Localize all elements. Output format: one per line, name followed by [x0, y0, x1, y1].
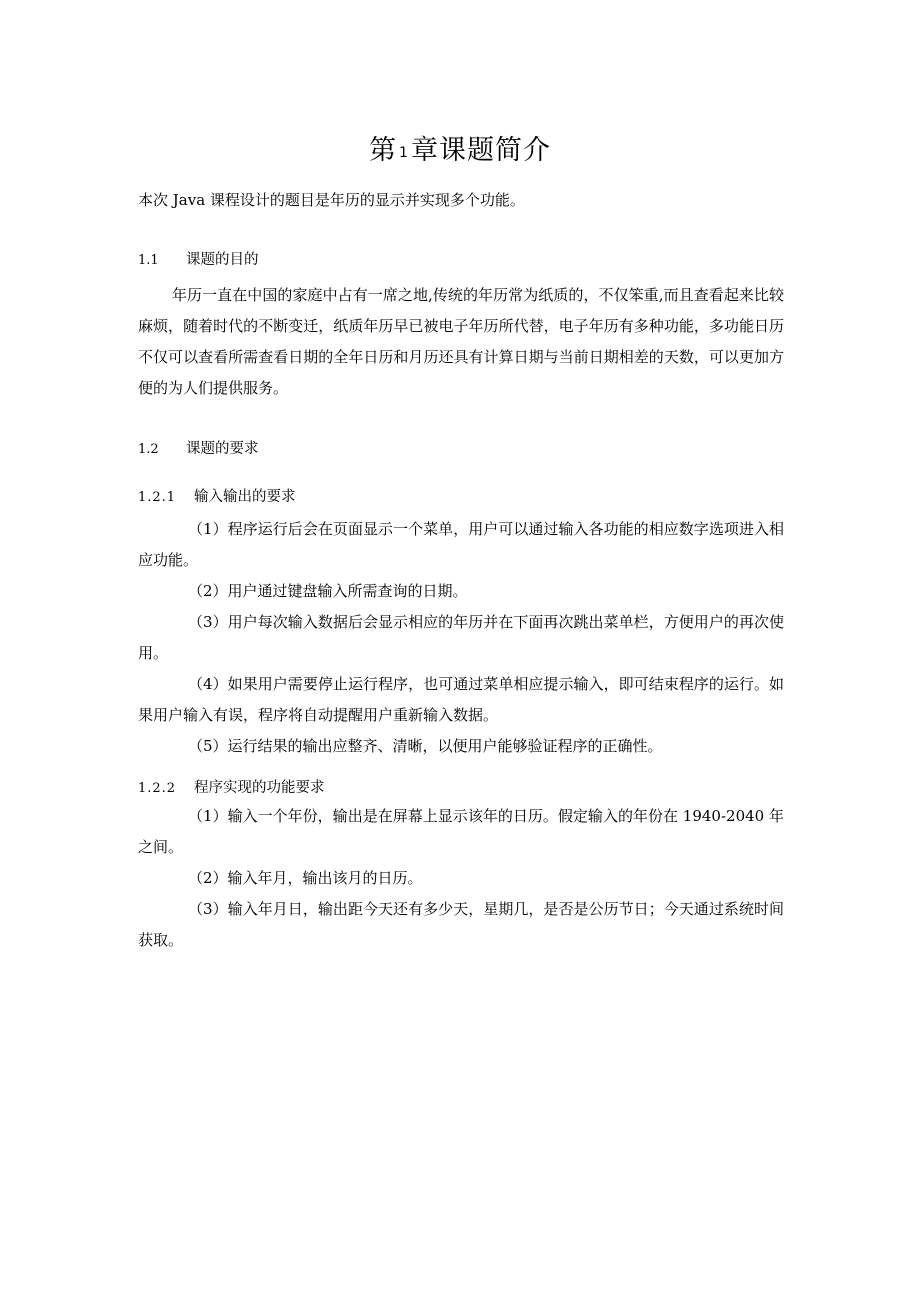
chapter-intro: 本次 Java 课程设计的题目是年历的显示并实现多个功能。: [138, 191, 525, 209]
section-1-2-1-number: 1.2.1: [138, 490, 177, 505]
section-1-1-heading: [138, 250, 788, 271]
function-requirement-item: （3）输入年月日，输出距今天还有多少天，星期几，是否是公历节日；今天通过系统时间获取。: [138, 900, 784, 949]
section-1-2-2-heading: [138, 778, 788, 799]
function-requirement-item: （2）输入年月，输出该月的日历。: [188, 869, 423, 887]
section-1-2-2-title: 程序实现的功能要求: [194, 780, 325, 796]
section-1-1-number: 1.1: [138, 253, 159, 268]
io-requirement-item: （1）程序运行后会在页面显示一个菜单，用户可以通过输入各功能的相应数字选项进入相应功能。: [138, 520, 784, 569]
section-1-2-title: 课题的要求: [186, 441, 259, 457]
section-1-2-1-title: 输入输出的要求: [194, 489, 296, 505]
section-1-1-title: 课题的目的: [186, 252, 259, 268]
section-1-2-1-heading: [138, 487, 788, 508]
chapter-title-suffix: 章课题简介: [410, 135, 551, 166]
chapter-title-prefix: 第: [369, 135, 398, 166]
chapter-title-number: 1: [399, 145, 409, 161]
io-requirement-item: （2）用户通过键盘输入所需查询的日期。: [188, 582, 468, 600]
function-requirement-item: （1）输入一个年份，输出是在屏幕上显示该年的日历。假定输入的年份在 1940-2040 年之间。: [138, 807, 784, 856]
section-1-1-paragraph: 年历一直在中国的家庭中占有一席之地,传统的年历常为纸质的，不仅笨重,而且查看起来比较麻烦，随着时代的不断变迁，纸质年历早已被电子年历所代替，电子年历有多种功能，多功能日历不仅可以查看所需查看日期的全年日历和月历还具有计算日期与当前日期相差的天数，可以更加方便的为人们提供服务。: [138, 286, 784, 397]
section-1-2-number: 1.2: [138, 442, 159, 457]
chapter-title: [0, 128, 920, 167]
section-1-2-2-number: 1.2.2: [138, 781, 177, 796]
io-requirement-item: （4）如果用户需要停止运行程序，也可通过菜单相应提示输入，即可结束程序的运行。如果用户输入有误，程序将自动提醒用户重新输入数据。: [138, 675, 784, 724]
section-1-2-heading: [138, 439, 788, 460]
io-requirement-item: （3）用户每次输入数据后会显示相应的年历并在下面再次跳出菜单栏，方便用户的再次使用。: [138, 613, 784, 662]
io-requirement-item: （5）运行结果的输出应整齐、清晰，以便用户能够验证程序的正确性。: [188, 737, 663, 755]
